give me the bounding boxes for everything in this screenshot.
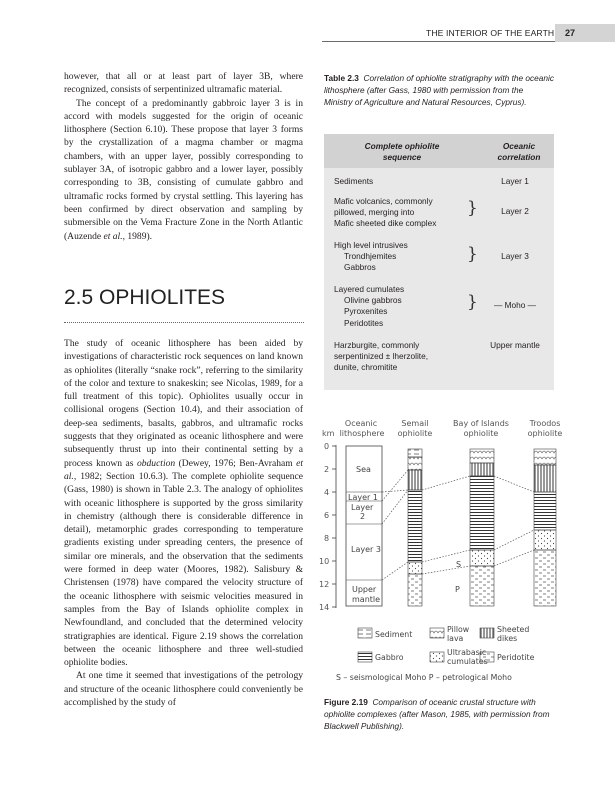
table-header-correlation (486, 141, 552, 163)
table-caption-text: Correlation of ophiolite stratigraphy with the oceanic lithosphere (after Gass, 1980 with permission from the Ministry of Agriculture and Natural Resources, Cyprus). (324, 73, 555, 107)
table-row (334, 284, 474, 329)
legend-swatch-sediment (358, 628, 372, 638)
semail-column (408, 449, 422, 606)
legend-ultrabasic-b: cumulates (447, 657, 488, 666)
paragraph-2-text: The concept of a predominantly gabbroic layer 3 is in accord with models suggested for the origin of oceanic lithosphere (Section 6.10). These propose that layer 3 forms by the crystallization of a magma chamber or magma chambers, with an upper layer, possibly corresponding to sublayer 3A, of isotropic gabbro and a lower layer, possibly corresponding to 3B, consisting of cumulate gabbro and ultramafic rocks formed by crystal settling. This layering has been confirmed by direct observation and sampling by submersible on the Vema Fracture Zone in the North Atlantic (Auzende (64, 97, 303, 242)
legend-swatch-pillow (430, 628, 444, 638)
paragraph-1: however, that all or at least part of layer 3B, where recognized, consists of serpentinized ultramafic material. (64, 71, 303, 96)
table-cell-sequence: Harzburgite, commonly (334, 340, 420, 350)
paragraph-3-text-c: , 1982; Section 10.6.3). The complete ophiolite sequence (Gass, 1980) is shown in Table 2.3. The analogy of ophiolites with oceanic lithosphere is supported by the gross similarity in chemistry (although there is considerable difference in detail), metamorphic grades corresponding to temperature gradients existing under spreading centers, the presence of similar ore minerals, and the observation that the sediments were formed in deep water (Moores, 1982). Salisbury & Christensen (1978) have compared the velocity structure of the oceanic lithosphere with seismic velocities measured in samples from the Bay of Islands ophiolite complex in Newfoundland, and concluded that the determined velocity stratigraphies are identical. Figure 2.19 shows the correlation between the oceanic lithosphere and three well-studied ophiolite bodies. (64, 470, 303, 669)
depth-tick-label: 0 (324, 442, 330, 451)
page-number: 27 (565, 28, 576, 38)
depth-tick-label: 10 (319, 557, 330, 566)
table-header-sequence (342, 141, 462, 163)
marker-p: P (455, 585, 460, 594)
table-caption (324, 73, 554, 108)
depth-tick-label: 14 (319, 603, 330, 612)
legend-pillow-a: Pillow (447, 625, 470, 634)
brace-icon: } (467, 198, 478, 218)
col-title-troodos-1: Troodos (529, 419, 561, 428)
table-header-sequence-line2: sequence (382, 152, 422, 163)
label-layer1: Layer 1 (348, 493, 378, 502)
legend-gabbro: Gabbro (375, 653, 404, 662)
table-row (334, 176, 474, 187)
depth-tick-label: 2 (324, 465, 330, 474)
table-cell-correlation: — Moho — (494, 300, 536, 310)
table-cell-sequence: Pyroxenites (344, 306, 388, 317)
legend-ultrabasic-a: Ultrabasic (447, 648, 487, 657)
figure-caption-text: Comparison of oceanic crustal structure with ophiolite complexes (after Mason, 1985, with permission from Blackwell Publishing). (324, 697, 550, 731)
paragraph-3-obduction: obduction (136, 457, 176, 469)
paragraph-2 (64, 97, 303, 243)
label-sea: Sea (356, 465, 371, 474)
paragraph-2-end: , 1989). (122, 230, 153, 242)
legend-sheeted-a: Sheeted (497, 625, 530, 634)
figure-caption-label: Figure 2.19 (324, 697, 368, 707)
table-cell-correlation: Layer 3 (501, 251, 529, 261)
brace-icon: } (467, 292, 478, 312)
legend-swatch-ultrabasic (430, 652, 444, 662)
table-cell-sequence: Trondhjemites (344, 251, 397, 262)
depth-ticks (332, 446, 336, 607)
running-header (0, 0, 615, 44)
table-cell-correlation: Layer 1 (501, 176, 529, 186)
left-column-bottom (64, 337, 303, 709)
col-title-bay-1: Bay of Islands (453, 419, 509, 428)
depth-tick-label: 6 (324, 511, 330, 520)
axis-unit: km (322, 429, 335, 438)
depth-tick-label: 12 (319, 580, 330, 589)
label-mantle-a: Upper (352, 585, 377, 594)
table-header-sequence-line1: Complete ophiolite (364, 141, 440, 151)
table-cell-sequence: Sediments (334, 176, 374, 186)
legend-peridotite: Peridotite (497, 653, 535, 662)
section-rule (64, 322, 304, 323)
col-title-troodos-2: ophiolite (527, 429, 563, 438)
legend-swatch-dikes (480, 628, 494, 638)
running-title: THE INTERIOR OF THE EARTH (426, 28, 555, 38)
legend-swatch-gabbro (358, 652, 372, 662)
table-cell-sequence: Mafic sheeted dike complex (334, 218, 437, 229)
table-cell-sequence: serpentinized ± lherzolite, (334, 351, 429, 362)
table-caption-label: Table 2.3 (324, 73, 359, 83)
depth-tick-label: 4 (324, 488, 330, 497)
table-cell-sequence: Layered cumulates (334, 284, 405, 294)
table-cell-sequence: Mafic volcanics, commonly (334, 196, 433, 206)
section-heading: 2.5 OPHIOLITES (64, 286, 226, 309)
paragraph-3-text-a: The study of oceanic lithosphere has been aided by investigations of characteristic rock sequences on land known as ophiolites (literally “snake rock”, referring to the similarity of the color and texture to snakeskin; see Nicolas, 1989, for a full treatment of this topic). Ophiolites usually occur in collisional orogens (Section 10.4), and their association of deep-sea sediments, basalts, gabbros, and ultramafic rocks suggests that they originated as oceanic lithosphere and were subsequently thrust up into their continental setting by a process known as (64, 338, 303, 469)
label-mantle-b: mantle (352, 595, 381, 604)
table-row (334, 196, 474, 230)
brace-icon: } (467, 244, 478, 264)
table-2-3 (324, 134, 554, 390)
marker-s: S (456, 560, 462, 569)
figure-2-19 (318, 412, 568, 687)
legend-moho-note: S – seismological Moho P – petrological Moho (336, 673, 512, 682)
table-cell-sequence: Gabbros (344, 262, 376, 273)
table-cell-correlation: Upper mantle (490, 340, 540, 350)
troodos-column (534, 449, 556, 606)
figure-caption (324, 697, 556, 732)
col-title-bay-2: ophiolite (463, 429, 499, 438)
paragraph-3-text-b: (Dewey, 1976; Ben-Avraham (175, 457, 297, 469)
table-cell-sequence: Peridotites (344, 317, 384, 328)
label-layer2-b: 2 (360, 512, 366, 521)
paragraph-3-etal: et al. (64, 457, 303, 482)
table-cell-correlation: Layer 2 (501, 206, 529, 216)
table-cell-sequence: Olivine gabbros (344, 295, 402, 306)
legend-sheeted-b: dikes (497, 634, 518, 643)
col-title-oceanic-1: Oceanic (344, 419, 378, 428)
paragraph-3 (64, 337, 303, 669)
table-cell-sequence: dunite, chromitite (334, 362, 398, 373)
paragraph-4: At one time it seemed that investigations of the petrology and structure of the oceanic lithosphere could conveniently be accomplished by the study of (64, 670, 303, 709)
col-title-semail-1: Semail (401, 419, 429, 428)
depth-tick-label: 8 (324, 534, 330, 543)
left-column-top (64, 70, 303, 243)
table-row (334, 240, 474, 274)
table-row (334, 340, 474, 374)
col-title-oceanic-2: lithosphere (339, 429, 385, 438)
table-header-correlation-line1: Oceanic (502, 141, 536, 151)
bay-of-islands-column (470, 449, 494, 606)
table-cell-sequence: pillowed, merging into (334, 207, 415, 218)
table-cell-sequence: High level intrusives (334, 240, 408, 250)
label-layer3: Layer 3 (351, 545, 381, 554)
page-number-box (555, 24, 615, 42)
paragraph-2-etal: et al. (103, 230, 123, 242)
table-header-correlation-line2: correlation (497, 152, 541, 163)
col-title-semail-2: ophiolite (397, 429, 433, 438)
legend-pillow-b: lava (447, 634, 464, 643)
label-layer2-a: Layer (351, 503, 374, 512)
legend-sediment: Sediment (375, 630, 413, 639)
